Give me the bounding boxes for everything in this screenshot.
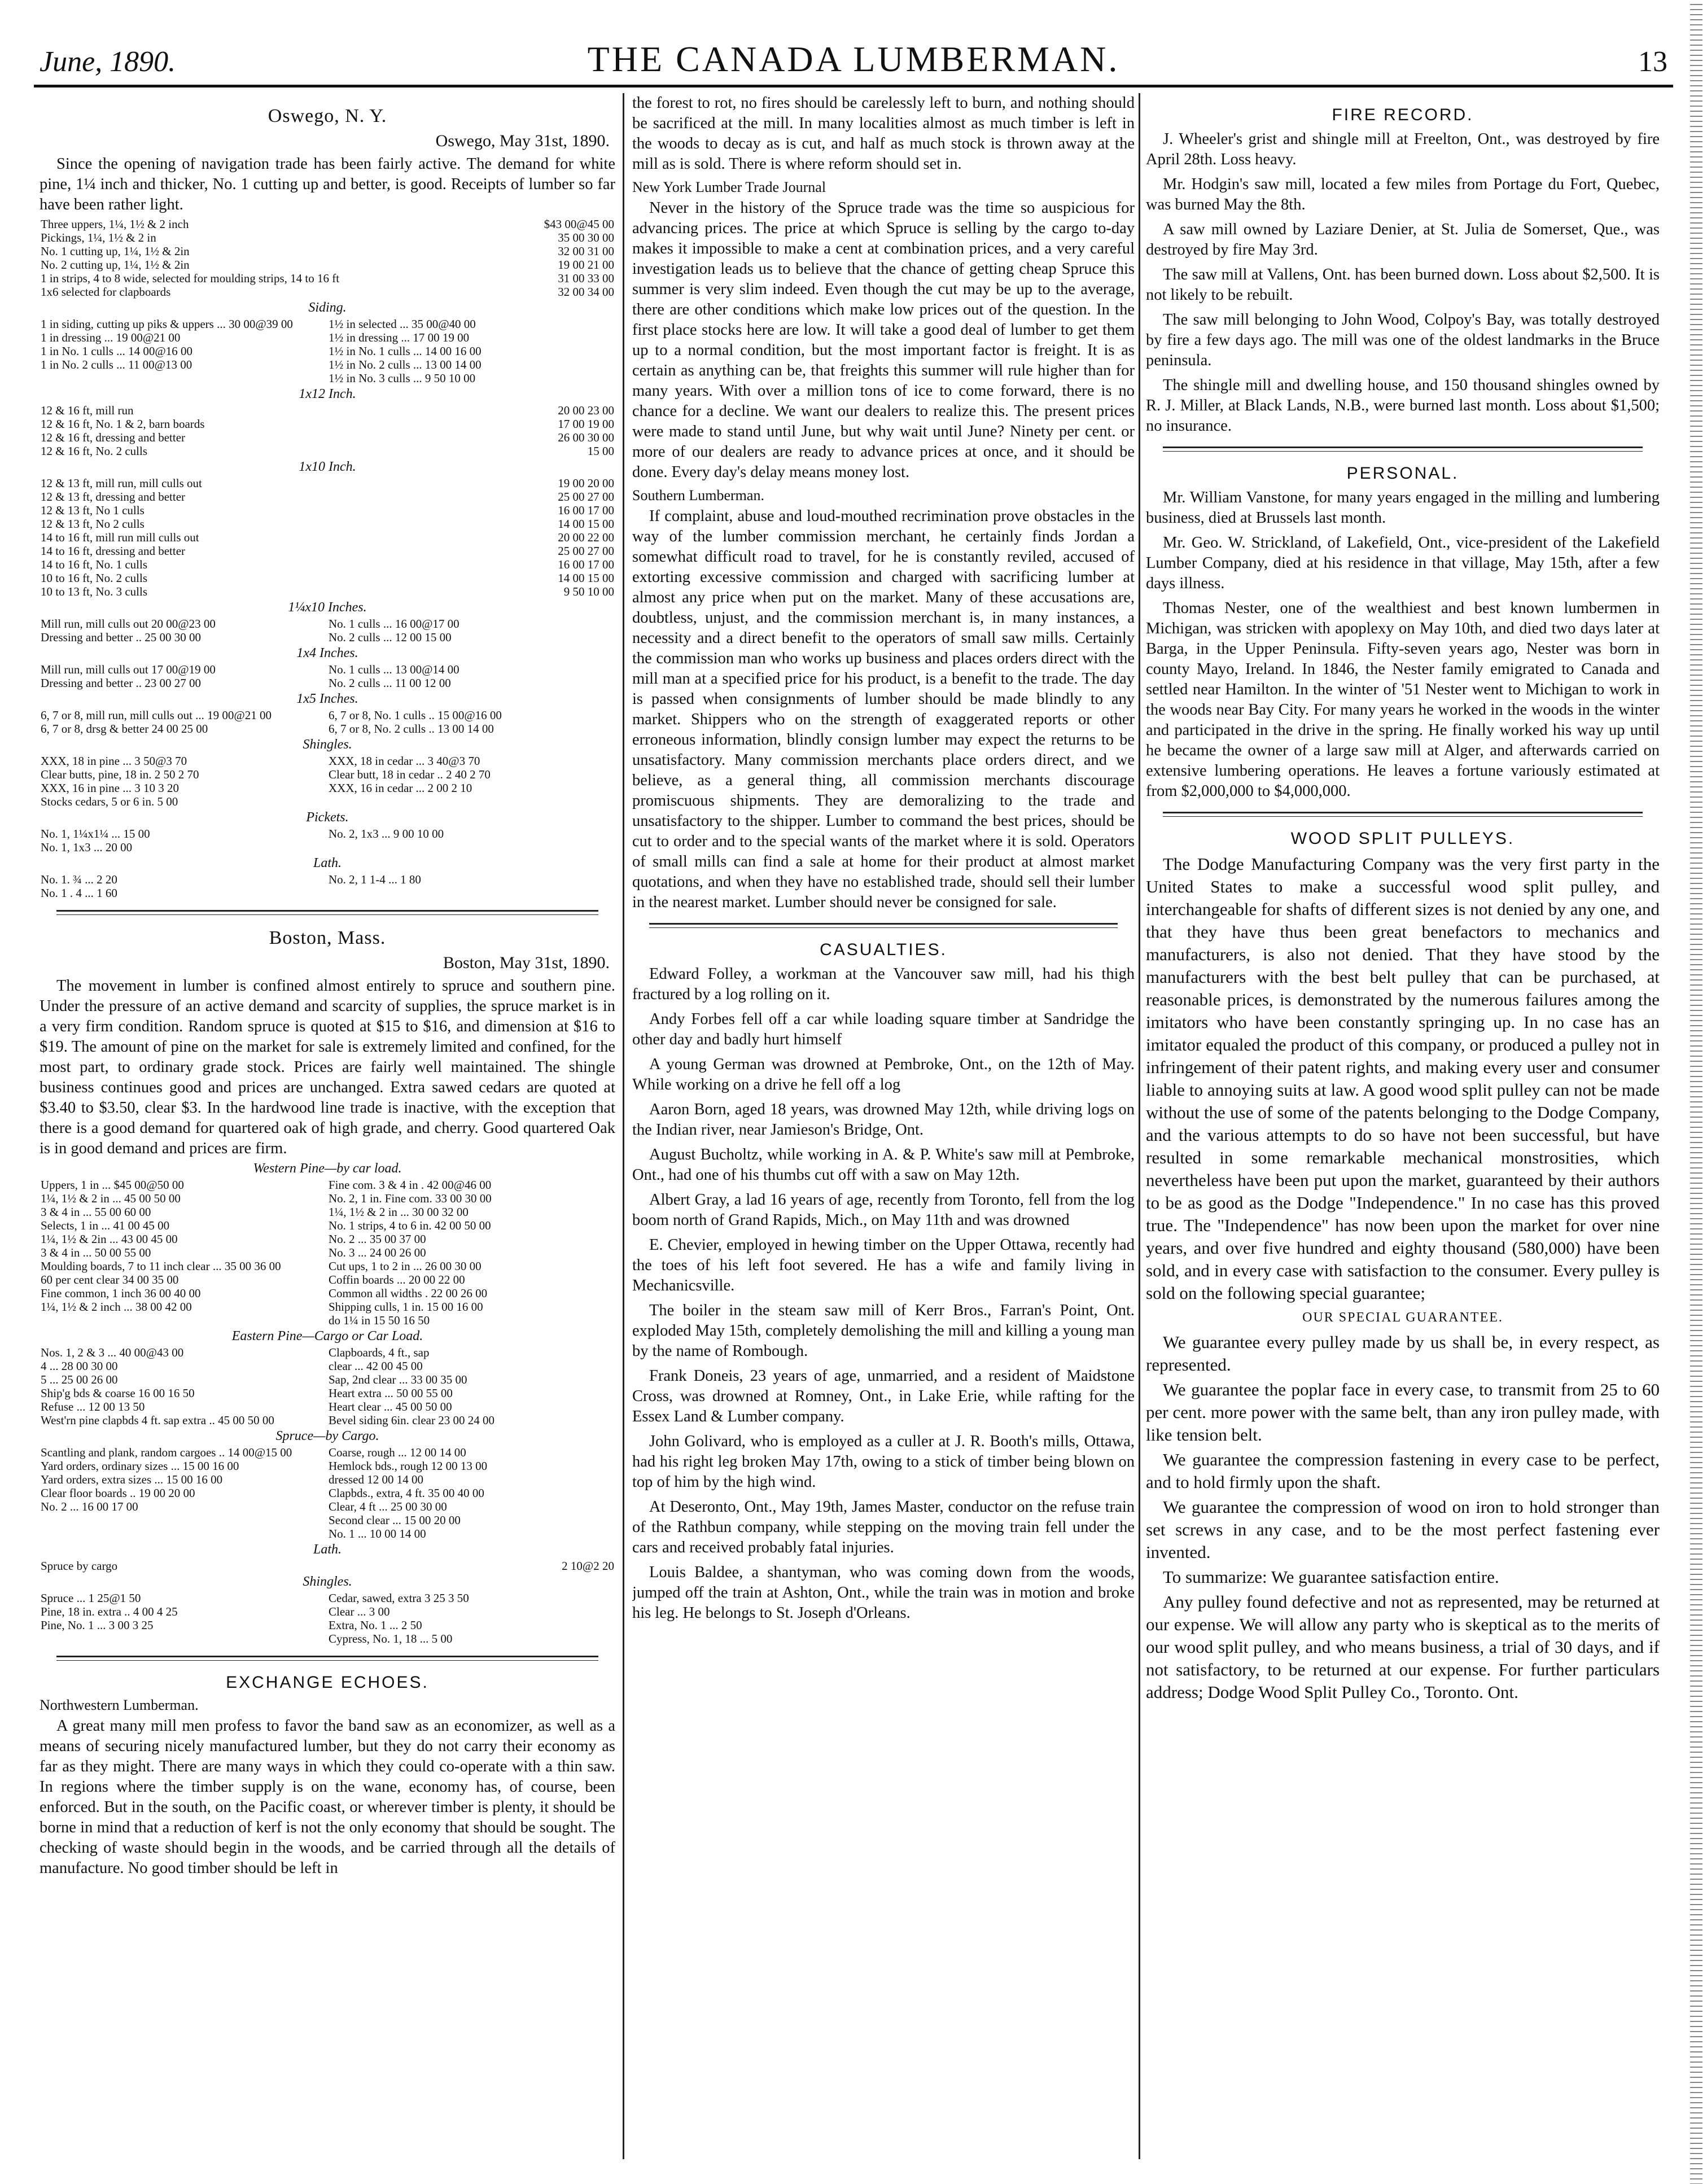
item-label: 12 & 16 ft, dressing and better <box>41 431 186 444</box>
section-rule <box>56 1656 598 1661</box>
personal-heading: PERSONAL. <box>1346 464 1459 483</box>
item-label: 12 & 16 ft, mill run <box>41 404 134 417</box>
table-row <box>40 344 615 358</box>
oswego-1x4-table <box>40 663 615 690</box>
subhead-boston-lath: Lath. <box>313 1542 342 1557</box>
column-3 <box>1146 93 1660 2159</box>
table-row <box>40 1632 615 1645</box>
price-entry: 1¼, 1½ & 2in ... 43 00 45 00 <box>41 1232 178 1246</box>
price-entry: No. 1 culls ... 13 00@14 00 <box>329 663 459 676</box>
item-label: Three uppers, 1¼, 1½ & 2 inch <box>41 217 189 231</box>
news-item: John Golivard, who is employed as a culler at J. R. Booth's mills, Ottawa, had his right leg broken May 17th, owing to a stick of timber being blown on top of him by the high wind. <box>632 1433 1135 1491</box>
oswego-shingles-table <box>40 754 615 808</box>
item-label: 1 in strips, 4 to 8 wide, selected for moulding strips, 14 to 16 ft <box>41 272 340 285</box>
news-item: E. Chevier, employed in hewing timber on the Upper Ottawa, recently had the toes of his left foot severed. He has a wife and family living in Mechanicsville. <box>632 1236 1135 1294</box>
casualties-heading: CASUALTIES. <box>820 940 947 959</box>
price-entry <box>40 1527 327 1540</box>
boston-western-table <box>40 1178 615 1327</box>
table-row <box>40 272 615 285</box>
price-entry: No. 2 ... 16 00 17 00 <box>41 1500 138 1513</box>
item-price: 25 00 27 00 <box>558 490 614 504</box>
price-entry: XXX, 16 in cedar ... 2 00 2 10 <box>329 781 472 795</box>
price-entry: Common all widths . 22 00 26 00 <box>329 1286 488 1300</box>
table-row <box>40 1473 615 1486</box>
price-entry: XXX, 18 in cedar ... 3 40@3 70 <box>329 754 480 768</box>
news-item: August Bucholtz, while working in A. & P. White's saw mill at Pembroke, Ont., had one of his thumbs cut off with a saw on May 12th. <box>632 1146 1135 1184</box>
news-item: Mr. Geo. W. Strickland, of Lakefield, Ont., vice-president of the Lakefield Lumber Company, died at his residence in that village, May 15th, after a few days illness. <box>1146 534 1660 592</box>
price-entry: 1½ in dressing ... 17 00 19 00 <box>329 331 470 344</box>
table-row <box>40 1513 615 1527</box>
table-row <box>40 754 615 768</box>
table-row <box>40 258 615 272</box>
item-price: 19 00 20 00 <box>558 476 614 490</box>
table-row <box>40 1246 615 1259</box>
guarantee-heading: OUR SPECIAL GUARANTEE. <box>1302 1310 1503 1325</box>
price-entry: Heart extra ... 50 00 55 00 <box>329 1386 453 1400</box>
table-row <box>40 404 615 417</box>
table-row <box>40 841 615 854</box>
price-entry: No. 3 ... 24 00 26 00 <box>329 1246 426 1259</box>
price-entry: Extra, No. 1 ... 2 50 <box>329 1618 422 1632</box>
oswego-1x5-table <box>40 708 615 736</box>
price-entry: Clapbds., extra, 4 ft. 35 00 40 00 <box>329 1486 484 1500</box>
item-label: 14 to 16 ft, mill run mill culls out <box>41 531 199 544</box>
table-row <box>40 617 615 631</box>
item-price: 35 00 30 00 <box>558 231 614 244</box>
price-entry: No. 2 culls ... 12 00 15 00 <box>329 631 452 644</box>
price-entry: 5 ... 25 00 26 00 <box>41 1373 118 1386</box>
item-label: 1x6 selected for clapboards <box>41 285 171 299</box>
news-item: At Deseronto, Ont., May 19th, James Master, conductor on the refuse train of the Rathbun company, while stepping on the moving train fell under the cars and received probably fatal injuries. <box>632 1498 1135 1556</box>
news-item: To summarize: We guarantee satisfaction entire. <box>1163 1567 1499 1587</box>
price-entry: Refuse ... 12 00 13 50 <box>41 1400 145 1413</box>
item-price: 19 00 21 00 <box>558 258 614 272</box>
item-label: 12 & 16 ft, No. 2 culls <box>41 444 147 458</box>
price-entry <box>40 371 327 385</box>
table-row <box>40 1273 615 1286</box>
price-entry: 1¼, 1½ & 2 in ... 30 00 32 00 <box>329 1205 469 1219</box>
price-entry: Spruce ... 1 25@1 50 <box>41 1591 141 1605</box>
table-row <box>40 873 615 886</box>
table-row <box>40 244 615 258</box>
news-item: A young German was drowned at Pembroke, Ont., on the 12th of May. While working on a drive he fell off a log <box>632 1056 1135 1093</box>
price-entry: dressed 12 00 14 00 <box>329 1473 423 1486</box>
oswego-1x12-table <box>40 404 615 458</box>
table-row <box>40 1178 615 1192</box>
price-entry: Nos. 1, 2 & 3 ... 40 00@43 00 <box>41 1346 184 1359</box>
news-item: Albert Gray, a lad 16 years of age, recently from Toronto, fell from the log boom north of Grand Rapids, Mich., on May 11th and was drowned <box>632 1191 1135 1229</box>
price-entry: No. 1, 1x3 ... 20 00 <box>41 841 133 854</box>
price-entry: 6, 7 or 8, No. 2 culls .. 13 00 14 00 <box>329 722 494 736</box>
price-entry: 3 & 4 in ... 55 00 60 00 <box>41 1205 151 1219</box>
column-divider <box>623 93 624 2159</box>
price-entry: No. 2, 1 in. Fine com. 33 00 30 00 <box>329 1192 492 1205</box>
price-entry: Coarse, rough ... 12 00 14 00 <box>329 1446 466 1459</box>
news-item: Aaron Born, aged 18 years, was drowned May 12th, while driving logs on the Indian river, near Jamieson's Bridge, Ont. <box>632 1101 1135 1139</box>
price-entry: XXX, 16 in pine ... 3 10 3 20 <box>41 781 179 795</box>
news-item: The saw mill belonging to John Wood, Colpoy's Bay, was totally destroyed by fire a few days ago. The mill was one of the oldest landmarks in the Bruce peninsula. <box>1146 311 1660 369</box>
exchange-echoes-heading: EXCHANGE ECHOES. <box>226 1673 429 1692</box>
table-row <box>40 886 615 900</box>
oswego-1-4x10-table <box>40 617 615 644</box>
price-entry: No. 2 ... 35 00 37 00 <box>329 1232 426 1246</box>
table-row <box>40 1232 615 1246</box>
price-entry: clear ... 42 00 45 00 <box>329 1359 423 1373</box>
table-row <box>40 768 615 781</box>
price-entry: 1½ in No. 1 culls ... 14 00 16 00 <box>329 344 482 358</box>
source-southern-lumberman: Southern Lumberman. <box>632 487 764 504</box>
item-label: No. 1 cutting up, 1¼, 1½ & 2in <box>41 244 190 258</box>
price-entry: Clear ... 3 00 <box>329 1605 390 1618</box>
boston-spruce-table <box>40 1446 615 1540</box>
table-row <box>40 504 615 517</box>
commission-article: If complaint, abuse and loud-mouthed recrimination prove obstacles in the way of the lumber commission merchant, he certainly finds Jordan a somewhat difficult road to travel, for he is constantly reviled, accused of extorting excessive commission and charged with sacrificing lumber at almost any price when put on the market. Many of these accusations are, doubtless, unjust, and the commission merchant is, in many instances, a necessity and a direct benefit to the operators of small saw mills. Certainly the commission man who works up business and places orders direct with the mill man at a specified price for his product, is a benefit to the trade. The day is passed when consignments of lumber should be made blindly to any market. Shippers who on the strength of exaggerated reports or other erroneous information, blindly consign lumber may expect the returns to be unsatisfactory. Many commission merchants place orders direct, and we believe, as a general thing, all commission merchants discourage promiscuous shipments. They are demoralizing to the trade and unsatisfactory to the shipper. Lumber to command the best prices, should be cut to order and to the special wants of the market where it is sold. Operators of small mills can find a sale at home for their product at almost market quotations, and when they have no established trade, should sell their lumber in the nearest market. Lumber should never be consigned for sale. <box>632 507 1135 911</box>
section-rule <box>1163 812 1643 817</box>
table-row <box>40 444 615 458</box>
item-price: 20 00 23 00 <box>558 404 614 417</box>
price-entry: Uppers, 1 in ... $45 00@50 00 <box>41 1178 184 1192</box>
price-entry: Mill run, mill culls out 17 00@19 00 <box>41 663 216 676</box>
price-entry: No. 1 strips, 4 to 6 in. 42 00 50 00 <box>329 1219 491 1232</box>
exchange-source: Northwestern Lumberman. <box>40 1697 199 1713</box>
price-entry: XXX, 18 in pine ... 3 50@3 70 <box>41 754 187 768</box>
news-item: We guarantee the compression of wood on iron to hold stronger than set screws in any case, and to be the most perfect fastening ever invented. <box>1146 1497 1660 1562</box>
spruce-article: Never in the history of the Spruce trade was the time so auspicious for advancing prices. The price at which Spruce is selling by the cargo to-day makes it impossible to make a cent at combination prices, and a very careful investigation leads us to believe that the chance of getting cheap Spruce this summer is very slim indeed. Even though the cut may be up to the average, there are other conditions which make low prices out of the question. In the first place stocks here are low. It will take a good deal of lumber to get them up to a normal condition, but the most important factor is freight. It is as certain as anything can be, that freights this summer will rule higher than for many years. With over a million tons of ice to come forward, there is no chance for a decline. We want our dealers to realize this. The present prices were made to stand until June, but why wait until June? Ninety per cent. or more of our dealers are ready to advance prices at once, and it should be done. Every day's delay means money lost. <box>632 199 1135 481</box>
item-price: 14 00 15 00 <box>558 517 614 531</box>
table-row <box>40 585 615 598</box>
item-price: 32 00 31 00 <box>558 244 614 258</box>
item-label: No. 2 cutting up, 1¼, 1½ & 2in <box>41 258 190 272</box>
table-row <box>40 417 615 431</box>
section-rule <box>649 923 1118 928</box>
news-item: The saw mill at Vallens, Ont. has been burned down. Loss about $2,500. It is not likely to be rebuilt. <box>1146 266 1660 304</box>
table-row <box>40 1359 615 1373</box>
table-row <box>40 631 615 644</box>
table-row <box>40 1219 615 1232</box>
price-entry: 60 per cent clear 34 00 35 00 <box>41 1273 179 1286</box>
table-row <box>40 708 615 722</box>
item-price: 2 10@2 20 <box>562 1559 614 1573</box>
item-price: 15 00 <box>587 444 614 458</box>
subhead-1x10: 1x10 Inch. <box>299 459 356 474</box>
wood-pulleys-body: The Dodge Manufacturing Company was the very first party in the United States to make a successful wood split pulley, and interchangeable for shafts of different sizes is not denied by any one, and that they have thus been great benefactors to mechanics and manufacturers, is also not denied. That they have stood by the manufacturers with the best belt pulley that can be purchased, at reasonable prices, is demonstrated by the numerous failures among the imitators who have been constantly springing up. In no case has an imitator equaled the product of this company, or produced a pulley not in infringement of their patent rights, and making every user and consumer liable to annoying suits at law. A good wood split pulley can not be made without the use of some of the patents belonging to the Dodge Company, and the various attempts to do so have not been successful, but have resulted in some remarkable mechanical monstrosities, which nevertheless have been put upon the market, guaranteed by their authors to be as good as the Dodge "Independence." In no case has this proved true. The "Independence" has now been upon the market for over nine years, and over five hundred and eighty thousand (580,000) have been sold, and in every case with satisfaction to the consumer. Every pulley is sold on the following special guarantee; <box>1146 854 1660 1303</box>
item-price: 14 00 15 00 <box>558 571 614 585</box>
boston-eastern-table <box>40 1346 615 1427</box>
news-item: J. Wheeler's grist and shingle mill at Freelton, Ont., was destroyed by fire April 28th. Loss heavy. <box>1146 130 1660 168</box>
price-entry: No. 2, 1x3 ... 9 00 10 00 <box>329 827 444 841</box>
item-label: Pickings, 1¼, 1½ & 2 in <box>41 231 156 244</box>
item-price: 9 50 10 00 <box>563 585 614 598</box>
table-row <box>40 490 615 504</box>
subhead-siding: Siding. <box>308 300 347 315</box>
casualties-list <box>632 964 1135 1623</box>
table-row <box>40 517 615 531</box>
item-label: 14 to 16 ft, dressing and better <box>41 544 186 558</box>
item-label: 12 & 13 ft, mill run, mill culls out <box>41 476 202 490</box>
price-entry: No. 1 . 4 ... 1 60 <box>41 886 117 900</box>
item-label: 12 & 13 ft, No 1 culls <box>41 504 145 517</box>
oswego-heading: Oswego, N. Y. <box>268 106 387 126</box>
price-entry: No. 2, 1 1-4 ... 1 80 <box>329 873 421 886</box>
exchange-continued: the forest to rot, no fires should be carelessly left to burn, and nothing should be sacrificed at the mill. In many localities almost as much timber is left in the woods to decay as is cut, and half as much stock is thrown away at the mill as is sold. There is where reform should set in. <box>632 94 1135 173</box>
table-row <box>40 1459 615 1473</box>
price-entry: Cypress, No. 1, 18 ... 5 00 <box>329 1632 453 1645</box>
price-entry: Second clear ... 15 00 20 00 <box>329 1513 461 1527</box>
item-label: 12 & 13 ft, No 2 culls <box>41 517 145 531</box>
news-item: We guarantee the poplar face in every case, to transmit from 25 to 60 per cent. more power with the same belt, than any iron pulley made, with like tension belt. <box>1146 1380 1660 1445</box>
price-entry: Yard orders, ordinary sizes ... 15 00 16 00 <box>41 1459 239 1473</box>
subhead-1x12: 1x12 Inch. <box>299 387 356 401</box>
news-item: Frank Doneis, 23 years of age, unmarried, and a resident of Maidstone Cross, was drowned at Romney, Ont., in Lake Erie, while rafting for the Essex Land & Lumber company. <box>632 1367 1135 1425</box>
news-item: We guarantee every pulley made by us shall be, in every respect, as represented. <box>1146 1332 1660 1375</box>
price-entry: West'rn pine clapbds 4 ft. sap extra .. 45 00 50 00 <box>41 1413 274 1427</box>
item-price: $43 00@45 00 <box>544 217 614 231</box>
news-item: Andy Forbes fell off a car while loading square timber at Sandridge the other day and badly hurt himself <box>632 1010 1135 1048</box>
price-entry: Moulding boards, 7 to 11 inch clear ... 35 00 36 00 <box>41 1259 281 1273</box>
price-entry: Fine com. 3 & 4 in . 42 00@46 00 <box>329 1178 492 1192</box>
price-entry: Mill run, mill culls out 20 00@23 00 <box>41 617 216 631</box>
oswego-1x10-table <box>40 476 615 598</box>
fire-record-heading: FIRE RECORD. <box>1332 106 1474 124</box>
price-entry: No. 1 culls ... 16 00@17 00 <box>329 617 459 631</box>
table-row <box>40 331 615 344</box>
subhead-1-4x10: 1¼x10 Inches. <box>288 600 367 615</box>
table-row <box>40 827 615 841</box>
price-entry: No. 1 ... 10 00 14 00 <box>329 1527 426 1540</box>
table-row <box>40 571 615 585</box>
subhead-western-pine: Western Pine—by car load. <box>253 1161 402 1176</box>
table-row <box>40 1413 615 1427</box>
table-row <box>40 1527 615 1540</box>
price-entry: Sap, 2nd clear ... 33 00 35 00 <box>329 1373 467 1386</box>
item-label: 12 & 13 ft, dressing and better <box>41 490 186 504</box>
table-row <box>40 722 615 736</box>
table-row <box>40 1446 615 1459</box>
price-entry: 1 in dressing ... 19 00@21 00 <box>41 331 181 344</box>
item-price: 16 00 17 00 <box>558 504 614 517</box>
subhead-shingles: Shingles. <box>303 737 352 752</box>
price-entry: Pine, No. 1 ... 3 00 3 25 <box>41 1618 154 1632</box>
price-entry: Stocks cedars, 5 or 6 in. 5 00 <box>41 795 178 808</box>
column-2 <box>632 93 1135 2159</box>
table-row <box>40 1500 615 1513</box>
price-entry <box>327 841 615 854</box>
news-item: Edward Folley, a workman at the Vancouver saw mill, had his thigh fractured by a log rolling on it. <box>632 965 1135 1003</box>
exchange-body: A great many mill men profess to favor the band saw as an economizer, as well as a means of securing nicely manufactured lumber, but they do not carry their economy as far as they might. There are many ways in which they could co-operate with a thin saw. In regions where the timber supply is on the wane, economy has, of course, been enforced. But in the south, on the Pacific coast, or wherever timber is plenty, it should be borne in mind that a reduction of kerf is not the only economy that should be sought. The checking of waste should begin in the woods, and be carried through all the details of manufacture. No good timber should be left in <box>40 1717 615 1877</box>
table-row <box>40 1286 615 1300</box>
scan-edge-artifact <box>1690 0 1702 2184</box>
boston-lath-table <box>40 1559 615 1573</box>
price-entry: Clear butt, 18 in cedar .. 2 40 2 70 <box>329 768 491 781</box>
table-row <box>40 431 615 444</box>
price-entry: Shipping culls, 1 in. 15 00 16 00 <box>329 1300 483 1314</box>
table-row <box>40 217 615 231</box>
price-entry: 1 in No. 1 culls ... 14 00@16 00 <box>41 344 193 358</box>
price-entry: Hemlock bds., rough 12 00 13 00 <box>329 1459 488 1473</box>
item-price: 26 00 30 00 <box>558 431 614 444</box>
table-row <box>40 1346 615 1359</box>
subhead-pickets: Pickets. <box>306 810 349 825</box>
item-price: 17 00 19 00 <box>558 417 614 431</box>
price-entry: do 1¼ in 15 50 16 50 <box>329 1314 430 1327</box>
price-entry: 1½ in No. 3 culls ... 9 50 10 00 <box>329 371 476 385</box>
price-entry: Cut ups, 1 to 2 in ... 26 00 30 00 <box>329 1259 482 1273</box>
price-entry: 1½ in No. 2 culls ... 13 00 14 00 <box>329 358 482 371</box>
price-entry: Dressing and better .. 23 00 27 00 <box>41 676 202 690</box>
price-entry: 1 in No. 2 culls ... 11 00@13 00 <box>41 358 192 371</box>
column-1 <box>40 93 615 2159</box>
boston-body: The movement in lumber is confined almost entirely to spruce and southern pine. Under the pressure of an active demand and scarcity of supplies, the spruce market is in a very firm condition. Random spruce is quoted at $15 to $16, and dimension at $16 to $19. The amount of pine on the market for sale is extremely limited and confined, for the most part, to ordinary grade stock. Prices are fairly well maintained. The shingle business continues good and prices are unchanged. Extra sawed cedars are quoted at $3.40 to $3.50, clear $3. In the hardwood line trade is inactive, with the exception that there is a good demand for quartered oak of high grade, and cherry. Good quartered Oak is in good demand and prices are firm. <box>40 977 615 1157</box>
table-row <box>40 358 615 371</box>
price-entry <box>327 795 615 808</box>
table-row <box>40 1400 615 1413</box>
price-entry: Heart clear ... 45 00 50 00 <box>329 1400 452 1413</box>
price-entry: 1¼, 1½ & 2 inch ... 38 00 42 00 <box>41 1300 192 1314</box>
oswego-intro: Since the opening of navigation trade has been fairly active. The demand for white pine, 1¼ inch and thicker, No. 1 cutting up and better, is good. Receipts of lumber so far have been rather light. <box>40 155 615 213</box>
item-price: 25 00 27 00 <box>558 544 614 558</box>
price-entry: 6, 7 or 8, drsg & better 24 00 25 00 <box>41 722 208 736</box>
price-entry: No. 1, 1¼x1¼ ... 15 00 <box>41 827 150 841</box>
price-entry: 1 in siding, cutting up piks & uppers ... 30 00@39 00 <box>41 317 293 331</box>
price-entry: No. 1. ¾ ... 2 20 <box>41 873 117 886</box>
price-entry: Pine, 18 in. extra .. 4 00 4 25 <box>41 1605 178 1618</box>
source-ny-journal: New York Lumber Trade Journal <box>632 179 826 195</box>
news-item: Louis Baldee, a shantyman, who was coming down from the woods, jumped off the train at Ashton, Ont., while the train was in motion and broke his leg. He belongs to St. Joseph d'Orleans. <box>632 1564 1135 1622</box>
price-entry: Clear, 4 ft ... 25 00 30 00 <box>329 1500 447 1513</box>
boston-heading: Boston, Mass. <box>269 927 386 948</box>
table-row <box>40 544 615 558</box>
personal-list <box>1146 488 1660 802</box>
item-label: 14 to 16 ft, No. 1 culls <box>41 558 147 571</box>
item-price: 32 00 34 00 <box>558 285 614 299</box>
oswego-dateline: Oswego, May 31st, 1890. <box>435 132 610 150</box>
masthead <box>34 34 1673 85</box>
item-price: 16 00 17 00 <box>558 558 614 571</box>
price-entry: 6, 7 or 8, No. 1 culls .. 15 00@16 00 <box>329 708 502 722</box>
news-item: The boiler in the steam saw mill of Kerr Bros., Farran's Point, Ont. exploded May 15th, completely demolishing the mill and killing a young man by the name of Rombough. <box>632 1302 1135 1360</box>
price-entry: Selects, 1 in ... 41 00 45 00 <box>41 1219 170 1232</box>
subhead-spruce: Spruce—by Cargo. <box>275 1429 379 1443</box>
page-number: 13 <box>1638 46 1667 78</box>
table-row <box>40 1205 615 1219</box>
price-entry: Dressing and better .. 25 00 30 00 <box>41 631 202 644</box>
price-entry: 4 ... 28 00 30 00 <box>41 1359 118 1373</box>
subhead-lath: Lath. <box>313 856 342 870</box>
price-entry: Clear butts, pine, 18 in. 2 50 2 70 <box>41 768 199 781</box>
news-item: We guarantee the compression fastening in every case to be perfect, and to hold firmly upon the shaft. <box>1146 1450 1660 1492</box>
price-entry: Fine common, 1 inch 36 00 40 00 <box>41 1286 201 1300</box>
item-price: 20 00 22 00 <box>558 531 614 544</box>
price-entry: 3 & 4 in ... 50 00 55 00 <box>41 1246 151 1259</box>
price-entry: 1½ in selected ... 35 00@40 00 <box>329 317 476 331</box>
wood-split-pulleys-heading: WOOD SPLIT PULLEYS. <box>1290 829 1515 848</box>
issue-date: June, 1890. <box>40 46 176 78</box>
column-divider <box>1139 93 1140 2159</box>
item-label: 12 & 16 ft, No. 1 & 2, barn boards <box>41 417 205 431</box>
news-item: Any pulley found defective and not as represented, may be returned at our expense. We will allow any party who is skeptical as to the merits of our wood split pulley, and who means business, a trial of 30 days, and if not satisfactory, to be returned at our expense. For further particulars address; Dodge Wood Split Pulley Co., Toronto. Ont. <box>1146 1592 1660 1702</box>
newspaper-title: THE CANADA LUMBERMAN. <box>587 39 1120 79</box>
table-row <box>40 1373 615 1386</box>
table-row <box>40 476 615 490</box>
table-row <box>40 795 615 808</box>
price-entry: Scantling and plank, random cargoes .. 14 00@15 00 <box>41 1446 292 1459</box>
table-row <box>40 1300 615 1314</box>
price-entry: Cedar, sawed, extra 3 25 3 50 <box>329 1591 469 1605</box>
table-row <box>40 1486 615 1500</box>
table-row <box>40 317 615 331</box>
news-item: A saw mill owned by Laziare Denier, at St. Julia de Somerset, Que., was destroyed by fire May 3rd. <box>1146 221 1660 259</box>
table-row <box>40 781 615 795</box>
boston-shingles-table <box>40 1591 615 1645</box>
price-entry: Clear floor boards .. 19 00 20 00 <box>41 1486 195 1500</box>
price-entry: Bevel siding 6in. clear 23 00 24 00 <box>329 1413 494 1427</box>
table-row <box>40 558 615 571</box>
section-rule <box>1163 447 1643 452</box>
subhead-eastern-pine: Eastern Pine—Cargo or Car Load. <box>231 1329 423 1343</box>
item-label: Spruce by cargo <box>41 1559 118 1573</box>
table-row <box>40 285 615 299</box>
subhead-1x5: 1x5 Inches. <box>296 691 358 706</box>
oswego-lath-table <box>40 873 615 900</box>
price-entry <box>327 886 615 900</box>
price-entry: No. 2 culls ... 11 00 12 00 <box>329 676 451 690</box>
price-entry: Clapboards, 4 ft., sap <box>329 1346 430 1359</box>
price-entry: Ship'g bds & coarse 16 00 16 50 <box>41 1386 195 1400</box>
item-label: 10 to 16 ft, No. 2 culls <box>41 571 147 585</box>
price-entry: Coffin boards ... 20 00 22 00 <box>329 1273 465 1286</box>
table-row <box>40 1618 615 1632</box>
table-row <box>40 1259 615 1273</box>
table-row <box>40 1386 615 1400</box>
masthead-rule <box>34 85 1673 87</box>
table-row <box>40 531 615 544</box>
guarantee-list <box>1146 1331 1660 1704</box>
table-row <box>40 676 615 690</box>
table-row <box>40 371 615 385</box>
oswego-pickets-table <box>40 827 615 854</box>
news-item: The shingle mill and dwelling house, and 150 thousand shingles owned by R. J. Miller, at Black Lands, N.B., were burned last month. Loss about $1,500; no insurance. <box>1146 377 1660 435</box>
price-entry <box>40 1632 327 1645</box>
table-row <box>40 1605 615 1618</box>
subhead-boston-shingles: Shingles. <box>303 1574 352 1589</box>
subhead-1x4: 1x4 Inches. <box>296 646 358 660</box>
oswego-price-table <box>40 217 615 299</box>
news-item: Thomas Nester, one of the wealthiest and best known lumbermen in Michigan, was stricken with apoplexy on May 10th, and died two days later at Barga, in the Upper Peninsula. Fifty-seven years ago, Nester was born in county Mayo, Ireland. In 1846, the Nester family emigrated to Canada and settled near Hamilton. In the winter of '51 Nester went to Michigan to work in the woods near Bay City. For many years he worked in the woods in the winter and participated in the drive in the spring. He finally worked his way up until he became the owner of a large saw mill at Alger, and afterwards carried on extensive lumbering operations. He leaves a fortune variously estimated at from $2,000,000 to $4,000,000. <box>1146 599 1660 800</box>
price-entry: 1¼, 1½ & 2 in ... 45 00 50 00 <box>41 1192 181 1205</box>
price-entry: Yard orders, extra sizes ... 15 00 16 00 <box>41 1473 223 1486</box>
news-item: Mr. Hodgin's saw mill, located a few miles from Portage du Fort, Quebec, was burned May the 8th. <box>1146 176 1660 213</box>
item-price: 31 00 33 00 <box>558 272 614 285</box>
price-entry <box>40 1513 327 1527</box>
table-row <box>40 1559 615 1573</box>
boston-dateline: Boston, May 31st, 1890. <box>443 953 610 972</box>
table-row <box>40 1314 615 1327</box>
oswego-siding-table <box>40 317 615 385</box>
table-row <box>40 1192 615 1205</box>
item-label: 10 to 13 ft, No. 3 culls <box>41 585 147 598</box>
price-entry: 6, 7 or 8, mill run, mill culls out ... 19 00@21 00 <box>41 708 272 722</box>
news-item: Mr. William Vanstone, for many years engaged in the milling and lumbering business, died at Brussels last month. <box>1146 489 1660 527</box>
fire-record-list <box>1146 129 1660 436</box>
price-entry <box>40 1314 327 1327</box>
section-rule <box>56 910 598 915</box>
table-row <box>40 231 615 244</box>
table-row <box>40 1591 615 1605</box>
table-row <box>40 663 615 676</box>
